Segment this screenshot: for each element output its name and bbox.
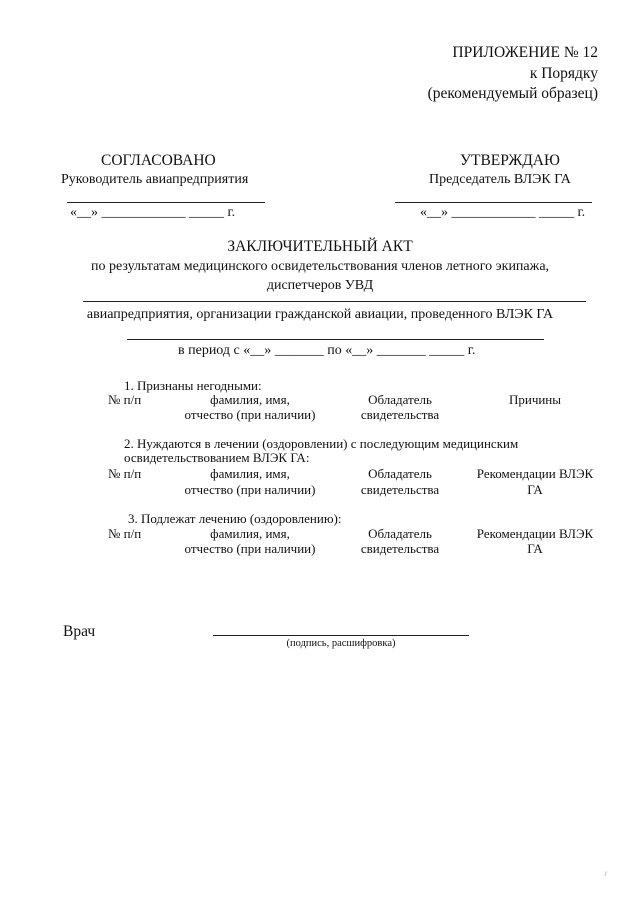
- section-3-col-number: № п/п: [108, 526, 142, 541]
- doctor-label: Врач: [63, 623, 96, 640]
- section-3-col-holder-1: Обладатель: [368, 526, 432, 541]
- period-top-line: [127, 339, 544, 340]
- section-1-col-reasons: Причины: [508, 392, 562, 407]
- approved-title: УТВЕРЖДАЮ: [460, 152, 560, 169]
- section-1-col-name-1: фамилия, имя,: [210, 392, 290, 407]
- agreed-subtitle: Руководитель авиапредприятия: [61, 172, 249, 187]
- section-2-col-holder-2: свидетельства: [360, 482, 440, 497]
- approved-date: «__» ____________ _____ г.: [420, 205, 586, 220]
- act-title: ЗАКЛЮЧИТЕЛЬНЫЙ АКТ: [227, 238, 413, 255]
- section-3-col-holder-2: свидетельства: [360, 541, 440, 556]
- approved-signature-line: [395, 202, 592, 203]
- section-3-col-recommendations-1: Рекомендации ВЛЭК: [476, 526, 594, 541]
- act-subtitle-line1: по результатам медицинского освидетельствования членов летного экипажа,: [90, 259, 550, 274]
- scan-mark: [604, 871, 611, 878]
- agreed-signature-line: [67, 202, 265, 203]
- appendix-to-order: к Порядку: [529, 65, 598, 82]
- agreed-title: СОГЛАСОВАНО: [101, 152, 216, 169]
- section-2-col-number: № п/п: [108, 466, 142, 481]
- act-subtitle-line2: диспетчеров УВД: [266, 278, 374, 293]
- act-period: в период с «__» _______ по «__» _______ _____ г.: [178, 343, 476, 358]
- section-3-col-name-2: отчество (при наличии): [184, 541, 316, 556]
- section-2-col-recommendations-1: Рекомендации ВЛЭК: [476, 466, 594, 481]
- section-2-col-name-1: фамилия, имя,: [210, 466, 290, 481]
- doctor-signature-line: [213, 635, 469, 636]
- signature-caption: (подпись, расшифровка): [286, 638, 396, 649]
- section-2-title-line1: 2. Нуждаются в лечении (оздоровлении) с последующим медицинским: [124, 436, 519, 451]
- section-1-title: 1. Признаны негодными:: [124, 378, 262, 393]
- agreed-date: «__» ____________ _____ г.: [70, 205, 236, 220]
- act-subtitle-line3: авиапредприятия, организации гражданской авиации, проведенного ВЛЭК ГА: [86, 307, 554, 322]
- approved-subtitle: Председатель ВЛЭК ГА: [429, 172, 571, 187]
- section-3-col-name-1: фамилия, имя,: [210, 526, 290, 541]
- section-2-col-recommendations-2: ГА: [527, 482, 543, 497]
- section-3-col-recommendations-2: ГА: [527, 541, 543, 556]
- appendix-number: ПРИЛОЖЕНИЕ № 12: [452, 44, 598, 61]
- section-3-title: 3. Подлежат лечению (оздоровлению):: [128, 511, 342, 526]
- section-2-title-line2: освидетельствованием ВЛЭК ГА:: [124, 450, 310, 465]
- org-name-line: [83, 301, 586, 302]
- section-1-col-holder-1: Обладатель: [368, 392, 432, 407]
- section-2-col-holder-1: Обладатель: [368, 466, 432, 481]
- appendix-sample-note: (рекомендуемый образец): [427, 85, 598, 102]
- section-2-col-name-2: отчество (при наличии): [184, 482, 316, 497]
- section-1-col-name-2: отчество (при наличии): [184, 407, 316, 422]
- section-1-col-holder-2: свидетельства: [360, 407, 440, 422]
- section-1-col-number: № п/п: [108, 392, 142, 407]
